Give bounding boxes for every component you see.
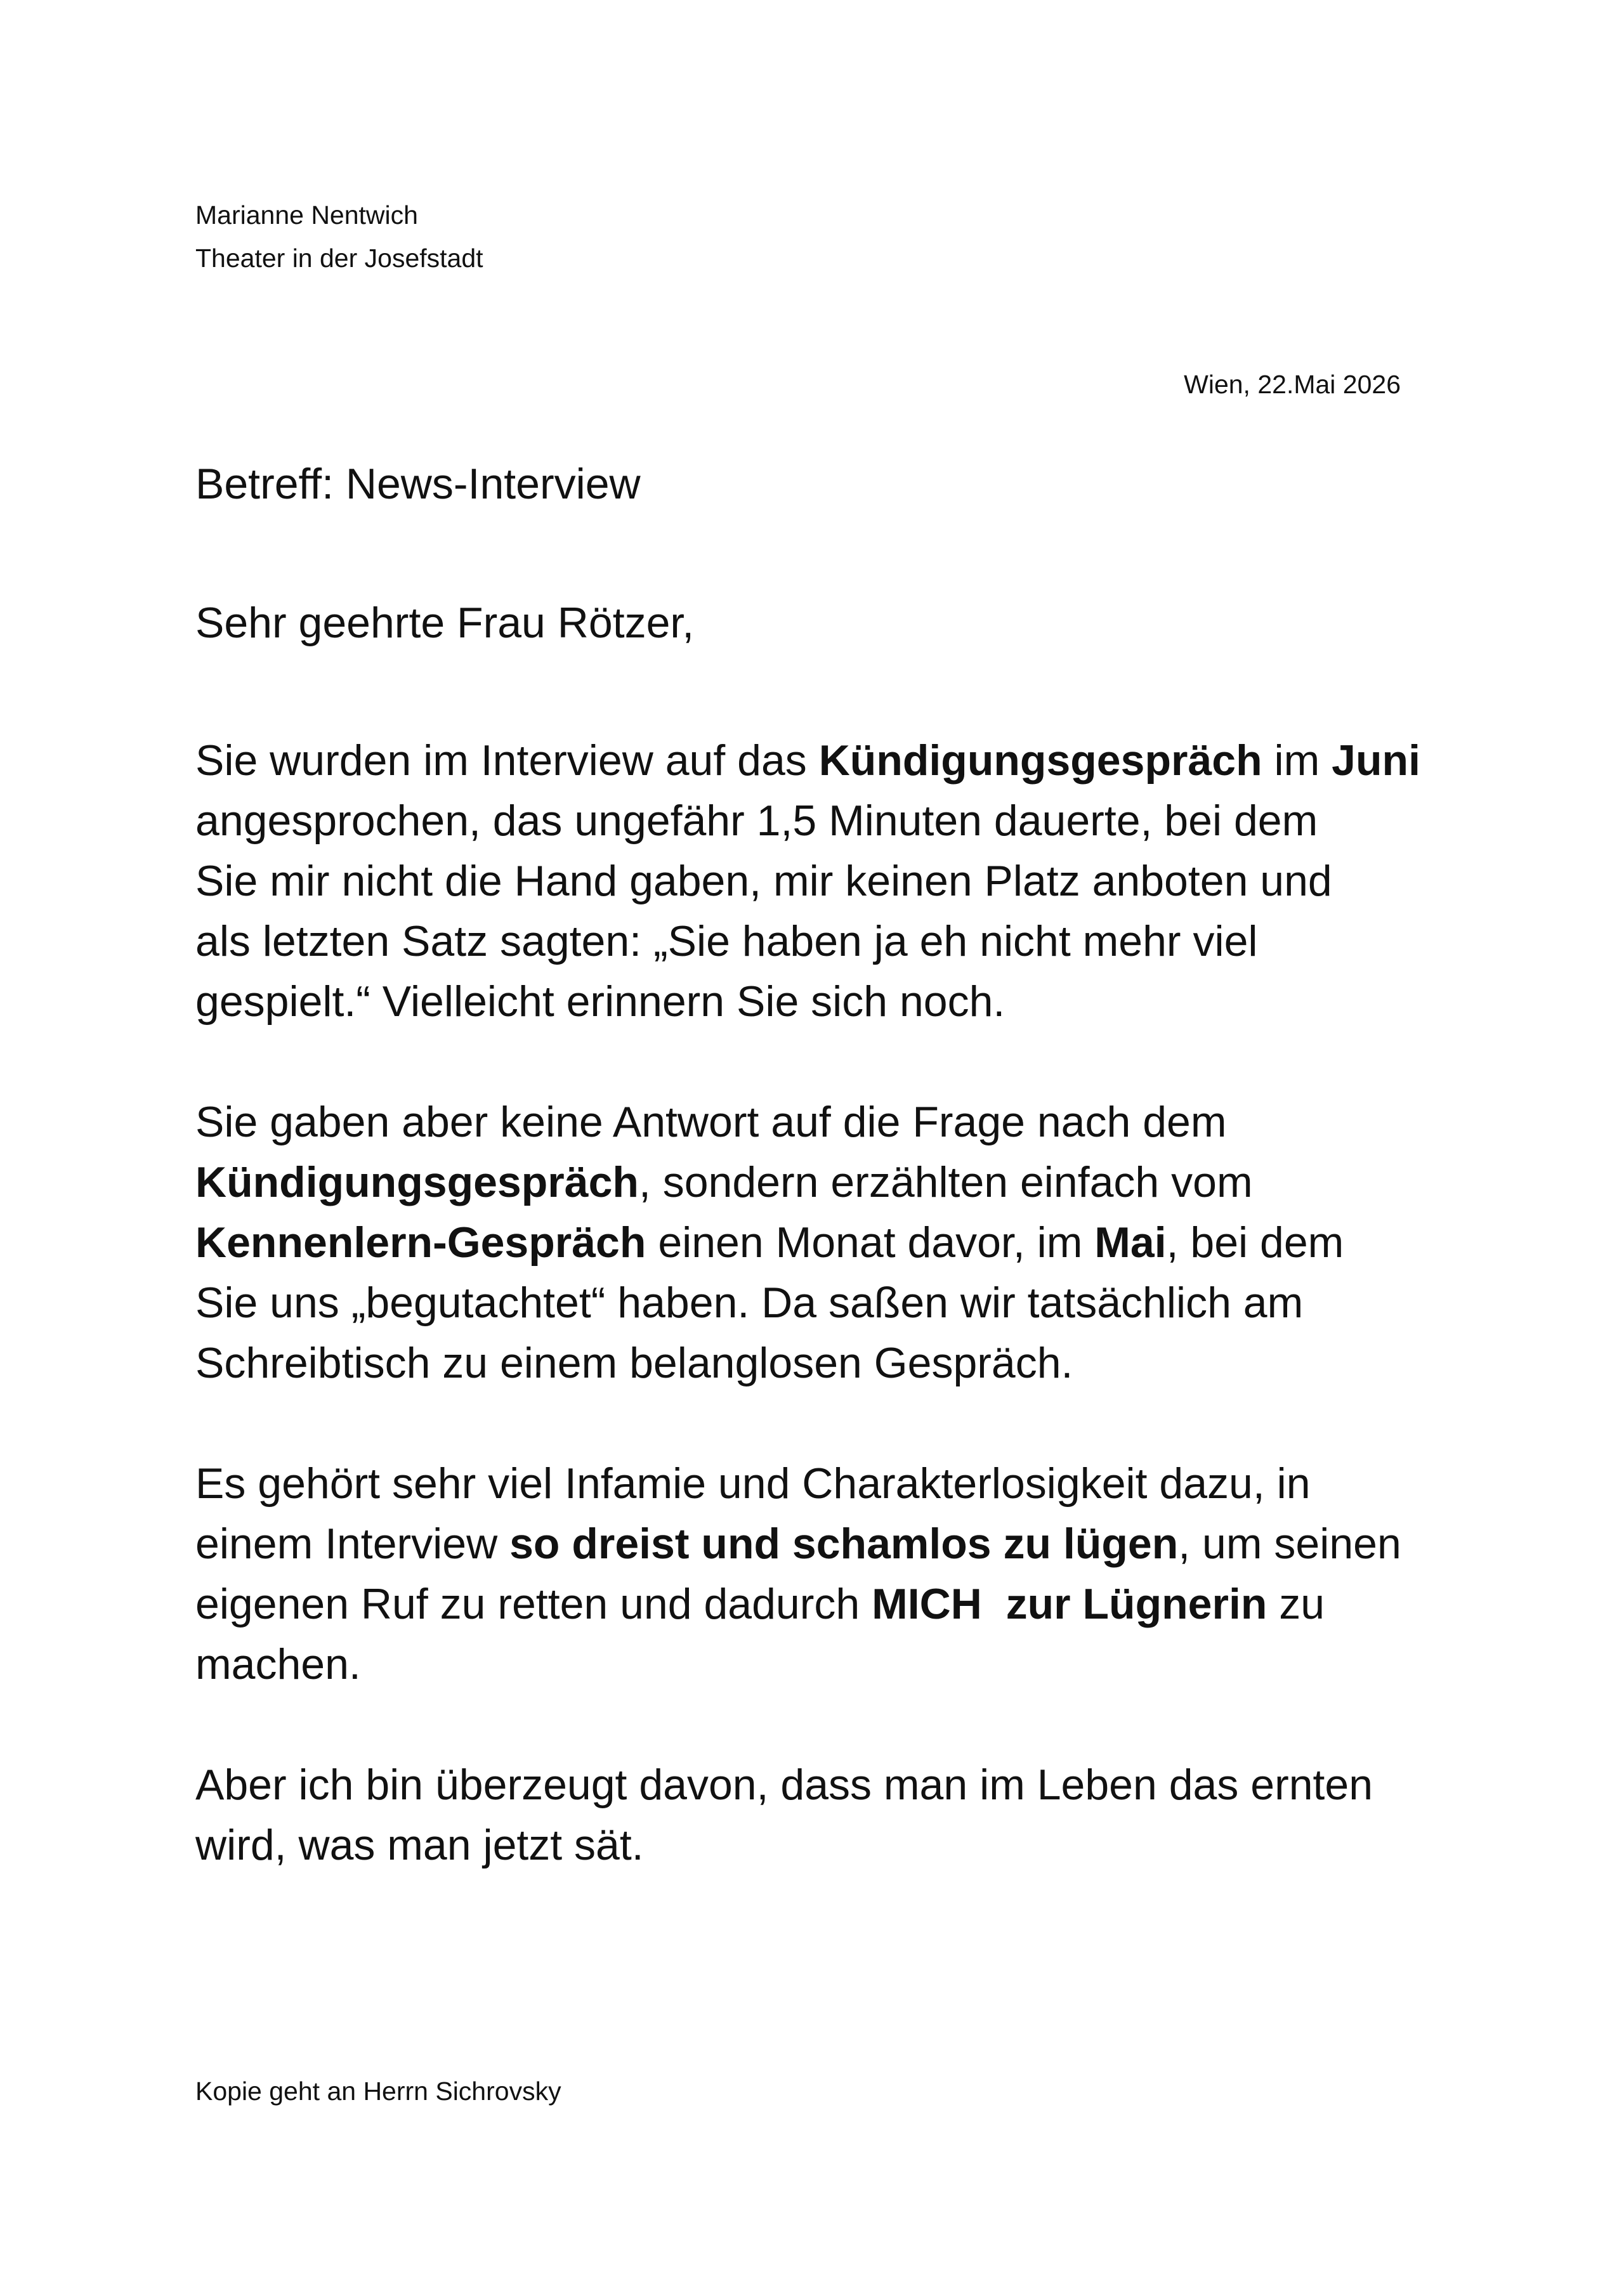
- paragraph-4: [195, 1755, 1451, 1875]
- text-run: eigenen Ruf zu retten und dadurch: [195, 1580, 872, 1628]
- text-run: , sondern erzählten einfach vom: [638, 1158, 1253, 1206]
- sender-name: Marianne Nentwich: [195, 200, 418, 230]
- bold-text: Mai: [1094, 1218, 1167, 1267]
- salutation: Sehr geehrte Frau Rötzer,: [195, 599, 695, 647]
- text-run: einen Monat davor, im: [646, 1218, 1095, 1267]
- paragraph-line: als letzten Satz sagten: „Sie haben ja eh nicht mehr viel: [195, 917, 1258, 965]
- paragraph-1: [195, 731, 1451, 1032]
- text-run: , um seinen: [1178, 1520, 1401, 1568]
- text-run: einem Interview: [195, 1520, 510, 1568]
- paragraph-line: Sie gaben aber keine Antwort auf die Frage nach dem: [195, 1098, 1227, 1146]
- bold-text: Kündigungsgespräch: [195, 1158, 639, 1206]
- paragraph-3: [195, 1454, 1451, 1695]
- paragraph-2: [195, 1092, 1451, 1393]
- paragraph-line: Sie mir nicht die Hand gaben, mir keinen Platz anboten und: [195, 857, 1332, 905]
- paragraph-line: Aber ich bin überzeugt davon, dass man im Leben das ernten: [195, 1761, 1373, 1809]
- text-run: Sie wurden im Interview auf das: [195, 736, 819, 785]
- bold-text: MICH zur Lügnerin: [872, 1580, 1267, 1628]
- sender-block: [195, 193, 483, 280]
- paragraph-line: [195, 1213, 1451, 1273]
- copy-note: Kopie geht an Herrn Sichrovsky: [195, 2077, 561, 2106]
- text-run: zu: [1267, 1580, 1325, 1628]
- subject-line: Betreff: News-Interview: [195, 460, 641, 508]
- paragraph-line: wird, was man jetzt sät.: [195, 1821, 644, 1869]
- paragraph-line: Es gehört sehr viel Infamie und Charakterlosigkeit dazu, in: [195, 1459, 1311, 1508]
- bold-text: Kennenlern-Gespräch: [195, 1218, 646, 1267]
- paragraph-line: gespielt.“ Vielleicht erinnern Sie sich noch.: [195, 977, 1005, 1026]
- paragraph-line: angesprochen, das ungefähr 1,5 Minuten dauerte, bei dem: [195, 797, 1318, 845]
- text-run: im: [1262, 736, 1332, 785]
- letter-date: Wien, 22.Mai 2026: [1184, 370, 1401, 399]
- bold-text: Kündigungsgespräch: [818, 736, 1262, 785]
- paragraph-line: Sie uns „begutachtet“ haben. Da saßen wir tatsächlich am: [195, 1279, 1304, 1327]
- paragraph-line: [195, 731, 1451, 791]
- paragraph-line: [195, 1152, 1451, 1213]
- sender-organization: Theater in der Josefstadt: [195, 244, 483, 273]
- paragraph-line: [195, 1574, 1451, 1634]
- paragraph-line: Schreibtisch zu einem belanglosen Gespräch.: [195, 1339, 1073, 1387]
- bold-text: Juni: [1332, 736, 1420, 785]
- paragraph-line: [195, 1514, 1451, 1574]
- bold-text: so dreist und schamlos zu lügen: [509, 1520, 1179, 1568]
- paragraph-line: machen.: [195, 1640, 361, 1688]
- text-run: , bei dem: [1166, 1218, 1344, 1267]
